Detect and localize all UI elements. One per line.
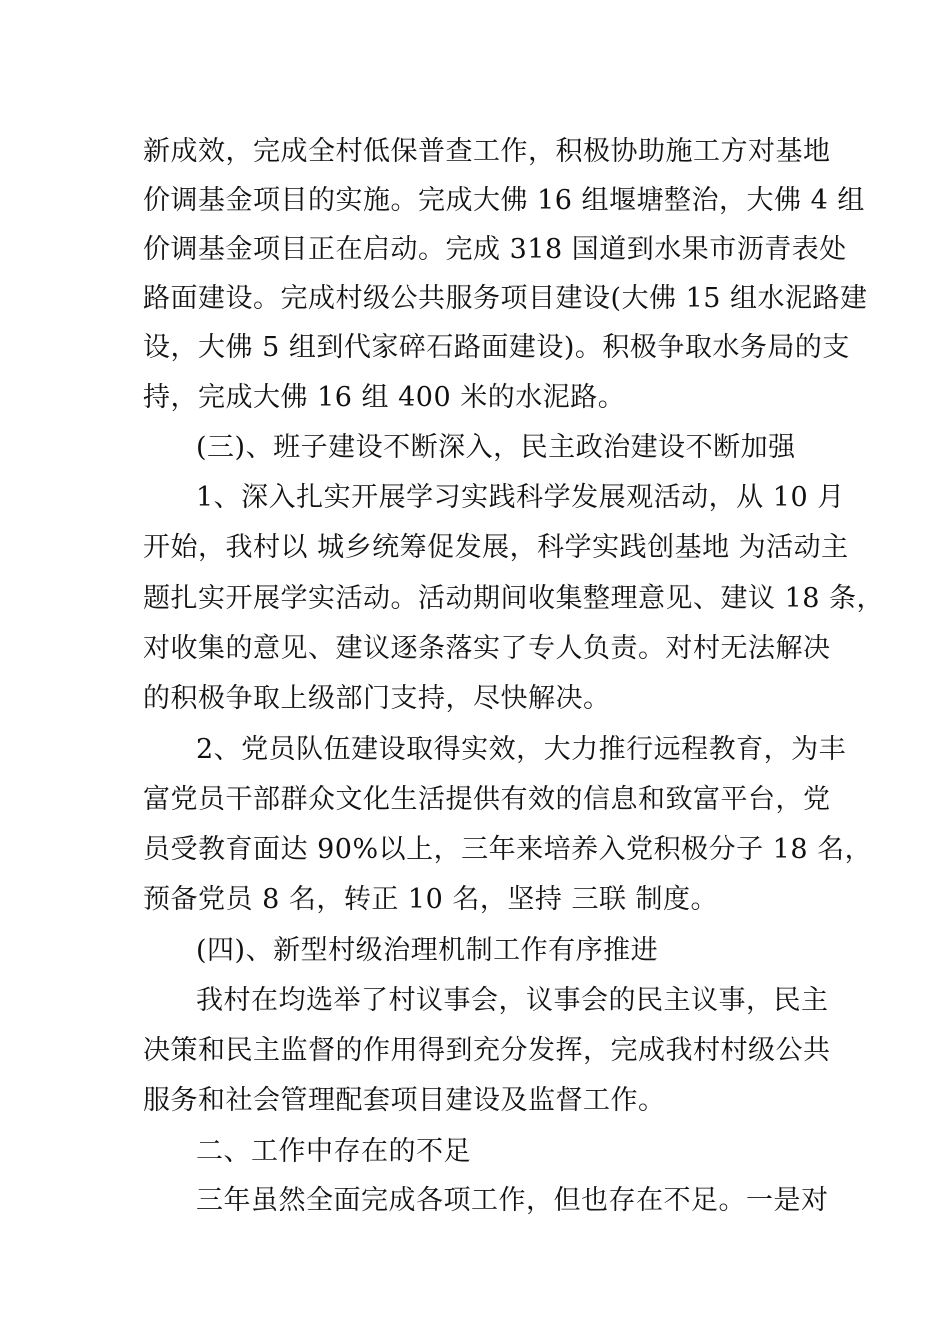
line-text: 价调基金项目正在启动。完成 318 国道到水果市沥青表处 <box>143 234 847 265</box>
line-text: 服务和社会管理配套项目建设及监督工作。 <box>143 1085 666 1116</box>
body-line <box>0 274 950 324</box>
body-line <box>0 624 950 674</box>
body-line <box>0 323 950 373</box>
body-line <box>0 1176 950 1226</box>
line-text: 开始，我村以 城乡统筹促发展，科学实践创基地 为活动主 <box>143 532 849 563</box>
line-text: 2、党员队伍建设取得实效，大力推行远程教育，为丰 <box>196 734 847 765</box>
line-text: 预备党员 8 名，转正 10 名，坚持 三联 制度。 <box>143 884 719 915</box>
body-line <box>0 523 950 573</box>
body-line <box>0 473 950 523</box>
line-text: 富党员干部群众文化生活提供有效的信息和致富平台，党 <box>143 784 831 815</box>
heading-text: 二、工作中存在的不足 <box>196 1136 471 1167</box>
body-line <box>0 725 950 775</box>
line-text: 对收集的意见、建议逐条落实了专人负责。对村无法解决 <box>143 633 831 664</box>
body-line <box>0 775 950 825</box>
body-line <box>0 674 950 724</box>
body-line <box>0 176 950 226</box>
line-text: 价调基金项目的实施。完成大佛 16 组堰塘整治，大佛 4 组 <box>143 185 865 216</box>
section-heading <box>0 423 950 473</box>
body-line <box>0 373 950 423</box>
heading-text: (四)、新型村级治理机制工作有序推进 <box>196 935 659 966</box>
body-line <box>0 825 950 875</box>
line-text: 三年虽然全面完成各项工作，但也存在不足。一是对 <box>196 1185 829 1216</box>
body-line <box>0 225 950 275</box>
body-line <box>0 1026 950 1076</box>
line-text: 的积极争取上级部门支持，尽快解决。 <box>143 683 611 714</box>
line-text: 我村在均选举了村议事会，议事会的民主议事，民主 <box>196 985 829 1016</box>
line-text: 持，完成大佛 16 组 400 米的水泥路。 <box>143 382 626 413</box>
section-heading <box>0 1127 950 1177</box>
body-line <box>0 127 950 177</box>
heading-text: (三)、班子建设不断深入，民主政治建设不断加强 <box>196 432 796 463</box>
line-text: 1、深入扎实开展学习实践科学发展观活动，从 10 月 <box>196 482 845 513</box>
body-line <box>0 574 950 624</box>
section-heading <box>0 926 950 976</box>
line-text: 设，大佛 5 组到代家碎石路面建设)。积极争取水务局的支 <box>143 332 850 363</box>
line-text: 题扎实开展学实活动。活动期间收集整理意见、建议 18 条， <box>143 583 885 614</box>
body-line <box>0 875 950 925</box>
line-text: 新成效，完成全村低保普查工作，积极协助施工方对基地 <box>143 136 831 167</box>
line-text: 决策和民主监督的作用得到充分发挥，完成我村村级公共 <box>143 1035 831 1066</box>
line-text: 路面建设。完成村级公共服务项目建设(大佛 15 组水泥路建 <box>143 283 868 314</box>
line-text: 员受教育面达 90%以上，三年来培养入党积极分子 18 名， <box>143 834 873 865</box>
body-line <box>0 1076 950 1126</box>
body-line <box>0 976 950 1026</box>
